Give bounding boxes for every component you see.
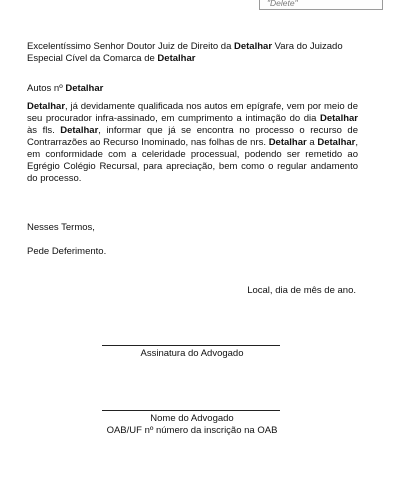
case-number-placeholder: Detalhar: [65, 83, 104, 94]
signature-line-name: [102, 410, 280, 411]
place-and-date: Local, dia de mês de ano.: [247, 285, 356, 296]
signature-label-advogado: Assinatura do Advogado: [140, 348, 244, 359]
page-to-placeholder: Detalhar: [317, 137, 356, 148]
addressee-header: [27, 41, 358, 65]
case-number-prefix: Autos nº: [27, 83, 66, 94]
oab-number-label: OAB/UF nº número da inscrição na OAB: [106, 425, 278, 436]
paragraph-text-3: , informar que já se encontra no processo o recurso de Contrarrazões ao Recurso Inominado, nas folhas de nrs.: [27, 125, 359, 148]
case-number-line: [27, 83, 358, 95]
party-placeholder: Detalhar: [27, 101, 66, 112]
date-placeholder: Detalhar: [319, 113, 358, 124]
header-placeholder-2: Detalhar: [157, 53, 196, 64]
body-paragraph: [27, 101, 358, 185]
pages-placeholder: Detalhar: [60, 125, 99, 136]
delete-placeholder-field[interactable]: "Delete": [259, 0, 383, 10]
signature-line-advogado: [102, 345, 280, 346]
header-text-2: Vara do Juizado Especial Cível da Comarca de: [27, 41, 343, 64]
paragraph-text-5: , em conformidade com a celeridade processual, podendo ser remetido ao Egrégio Colégio Recursal, para apreciação, bem como o regular andamento do processo.: [27, 137, 359, 184]
closing-pede-deferimento: Pede Deferimento.: [27, 246, 107, 257]
closing-nesses-termos: Nesses Termos,: [27, 222, 95, 233]
header-placeholder-1: Detalhar: [234, 41, 273, 52]
lawyer-name-label: Nome do Advogado: [150, 413, 234, 424]
paragraph-text-4: a: [306, 137, 318, 148]
header-text-1: Excelentíssimo Senhor Doutor Juiz de Direito da: [27, 41, 234, 52]
paragraph-text-1: , já devidamente qualificada nos autos em epígrafe, vem por meio de seu procurador infra-assinado, em cumprimento a intimação do dia: [27, 101, 358, 124]
page-from-placeholder: Detalhar: [268, 137, 307, 148]
paragraph-text-2: às fls.: [27, 125, 61, 136]
